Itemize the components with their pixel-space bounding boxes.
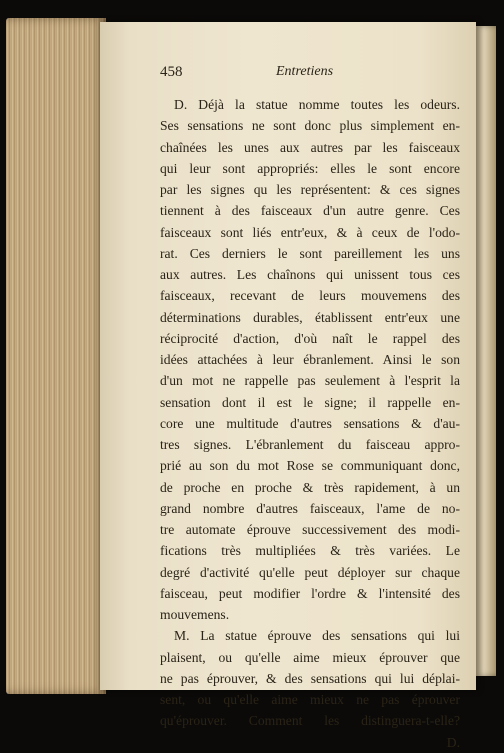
text-line: aux autres. Les chaînons qui unissent tous ces [160,267,460,282]
text-line: faisceau, peut modifier l'ordre & l'intensité des [160,585,460,601]
text-line: chaînées les unes aux autres par les faisceaux [160,139,460,155]
text-line: rat. Ces derniers le sont pareillement les uns [160,245,460,261]
text-line: réciprocité d'action, d'où naît le rappel des [160,330,460,346]
text-line: tre automate éprouve successivement des modi- [160,522,460,537]
text-line: fications très multipliées & très variées. Le [160,543,460,559]
text-line: ne pas éprouver, & des sensations qui lui déplai- [160,670,460,686]
next-page-edge [476,26,496,676]
text-line: Ses sensations ne sont donc plus simplement en- [160,118,460,134]
text-line: tiennent à des faisceaux d'un autre genre. Ces [160,203,460,219]
text-line: déterminations durables, établissent entr'eux une [160,309,460,325]
text-line: faisceaux sont liés entr'eux, & à ceux de l'odo- [160,224,460,240]
text-line: grand nombre d'autres faisceaux, l'ame de no- [160,500,460,516]
text-line: tres signes. L'ébranlement du faisceau appro- [160,437,460,452]
text-line: M. La statue éprouve des sensations qui lui [174,628,460,644]
text-line: qu'éprouver. Comment les distinguera-t-elle? [160,713,460,729]
text-line: faisceaux, recevant de leurs mouvemens des [160,288,460,304]
page-number: 458 [160,64,183,80]
text-line: degré d'activité qu'elle peut déployer sur chaque [160,564,460,580]
text-line: mouvemens. [160,607,230,622]
text-line: prié au son du mot Rose se communiquant donc, [160,458,460,474]
text-line: idées attachées à leur ébranlement. Ainsi le son [160,352,460,367]
text-line: de proche en proche & très rapidement, à un [160,479,460,495]
book-page [100,22,476,750]
page-edge-left [6,18,106,694]
text-line: sensation dont il est le signe; il rappelle en- [160,394,460,410]
text-line: par les signes qu les représentent: & ces signes [160,182,460,197]
body-text [160,94,460,753]
running-title: Entretiens [276,64,334,79]
text-line: d'un mot ne rappelle pas seulement à l'esprit la [160,373,460,389]
text-line: sent, ou qu'elle aime mieux ne pas éprouver [160,692,460,707]
text-line: core une multitude d'autres sensations & d'au- [160,415,460,431]
text-line: D. Déjà la statue nomme toutes les odeurs. [174,97,460,112]
page-header [160,64,450,86]
catchword: D. [446,734,460,750]
text-line: qui leur sont appropriés: elles le sont encore [160,160,460,176]
text-line: plaisent, ou qu'elle aime mieux éprouver que [160,649,460,665]
